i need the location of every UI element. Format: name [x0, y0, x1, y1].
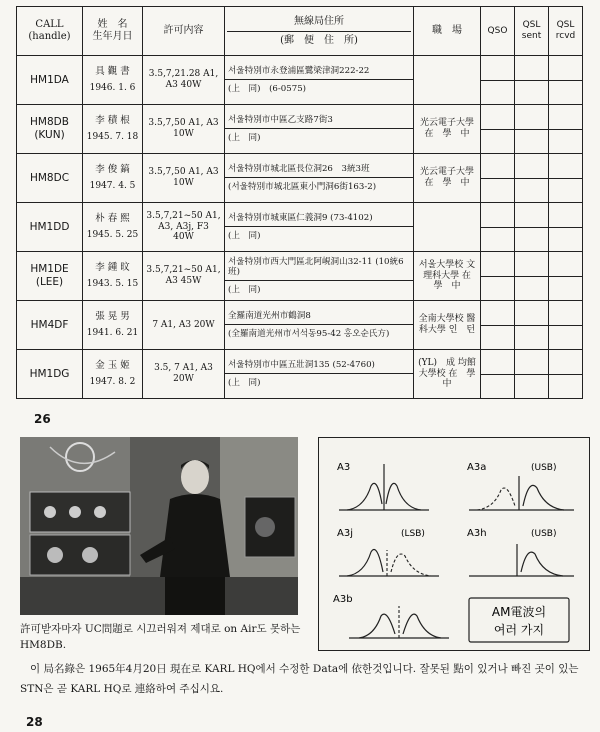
mail-address: (上 同): [228, 378, 261, 388]
qso-cell: [481, 154, 515, 203]
diag-label-a3b: A3b: [333, 594, 353, 605]
table-row: [17, 203, 583, 252]
diag-label-a3: A3: [337, 462, 351, 473]
am-modes-diagram: [318, 437, 590, 651]
call-sign: HM1DG: [29, 367, 70, 380]
name-cell: [83, 252, 143, 301]
operator-photo-illustration: [20, 437, 298, 615]
qsl-rcvd-cell: [549, 56, 583, 105]
station-address: 서울特別市永登浦區鷺梁津洞222-22: [225, 62, 413, 80]
handle: (KUN): [34, 129, 65, 141]
permit-cell: 3.5, 7 A1, A3 20W: [143, 350, 225, 399]
name-cell: [83, 105, 143, 154]
name-cell: [83, 203, 143, 252]
qso-cell: [481, 301, 515, 350]
page-number-top: 26: [34, 412, 51, 426]
name-cell: [83, 56, 143, 105]
job-cell: 全南大學校 醫科大學 인 턴: [414, 301, 481, 350]
birth-date: 1946. 1. 6: [89, 83, 136, 94]
qso-cell: [481, 105, 515, 154]
station-address: 서울特別市城東區仁義洞9 (73-4102): [225, 209, 413, 227]
qsl-rcvd-cell: [549, 301, 583, 350]
page-number-bottom: 28: [26, 715, 43, 729]
permit-cell: 7 A1, A3 20W: [143, 301, 225, 350]
mail-address: (上 同): [228, 133, 261, 143]
birth-date: 1945. 7. 18: [86, 132, 139, 143]
job-cell: (YL) 成 均館大學校 在 學 中: [414, 350, 481, 399]
birth-date: 1943. 5. 15: [86, 279, 139, 290]
qsl-rcvd-cell: [549, 203, 583, 252]
table-row: [17, 154, 583, 203]
call-cell: [17, 56, 83, 105]
qso-cell: [481, 56, 515, 105]
station-address: 서울特別市西大門區北阿峴洞山32-11 (10統6班): [225, 253, 413, 282]
name-cell: [83, 301, 143, 350]
diag-label-a3a-usb: (USB): [531, 463, 557, 473]
address-cell: [225, 350, 414, 399]
birth-date: 1947. 8. 2: [89, 377, 136, 388]
birth-date: 1941. 6. 21: [86, 328, 139, 339]
header-mail-label: (郵 便 住 所): [280, 34, 358, 46]
table-row: [17, 350, 583, 399]
call-cell: [17, 105, 83, 154]
table-row: [17, 301, 583, 350]
job-cell: 서울大學校 文理科大學 在 學 中: [414, 252, 481, 301]
call-sign: HM8DB: [30, 116, 69, 129]
qsl-sent-cell: [515, 350, 549, 399]
call-cell: [17, 350, 83, 399]
station-photo: [20, 437, 298, 615]
photo-caption: 許可받자마자 UC問題로 시끄러워져 제대로 on Air도 못하는 HM8DB.: [20, 623, 301, 652]
footer-note: 이 局名錄은 1965年4月20日 現在로 KARL HQ에서 수정한 Data에 依한것입니다. 잘못된 點이 있거나 빠진 곳이 있는 STN은 곧 KARL HQ로 連絡하여 주십시요.: [20, 663, 579, 695]
qsl-sent-cell: [515, 154, 549, 203]
permit-cell: 3.5,7,21.28 A1, A3 40W: [143, 56, 225, 105]
qso-cell: [481, 252, 515, 301]
mail-address: (서울特別市城北區東小門洞6街163-2): [228, 182, 377, 192]
permit-cell: 3.5,7,21~50 A1, A3 45W: [143, 252, 225, 301]
job-cell: 光云電子大學 在 學 中: [414, 105, 481, 154]
permit-cell: 3.5,7,50 A1, A3 10W: [143, 154, 225, 203]
mail-address: (上 同): [228, 231, 261, 241]
job-cell: [414, 56, 481, 105]
name-cell: [83, 154, 143, 203]
operator-name: 金 玉 姬: [95, 359, 130, 371]
address-cell: [225, 154, 414, 203]
mail-address: (全羅南道光州市서석동95-42 홍오순氏方): [228, 329, 390, 339]
diag-title-line1: AM電波의: [491, 605, 547, 619]
header-qsl-sent: QSL sent: [515, 7, 549, 56]
am-waveforms: [319, 438, 589, 650]
birth-date: 1945. 5. 25: [86, 230, 139, 241]
header-handle-label: (handle): [28, 31, 71, 42]
address-cell: [225, 203, 414, 252]
diag-label-a3h-usb: (USB): [531, 529, 557, 539]
header-call-label: CALL: [35, 19, 64, 30]
header-call: [17, 7, 83, 56]
qsl-rcvd-cell: [549, 252, 583, 301]
call-cell: [17, 301, 83, 350]
operator-name: 李 俊 鎬: [95, 163, 130, 175]
table-row: [17, 252, 583, 301]
permit-cell: 3.5,7,21~50 A1, A3, A3j, F3 40W: [143, 203, 225, 252]
station-address: 서울特別市中區五壯洞135 (52-4760): [225, 356, 413, 374]
qsl-sent-cell: [515, 252, 549, 301]
job-cell: 光云電子大學 在 學 中: [414, 154, 481, 203]
table-row: [17, 105, 583, 154]
station-address: 全羅南道光州市鶴洞8: [225, 307, 413, 325]
operator-name: 具 觀 書: [95, 65, 130, 77]
birth-date: 1947. 4. 5: [89, 181, 136, 192]
operator-name: 李 積 根: [95, 114, 130, 126]
qsl-rcvd-cell: [549, 350, 583, 399]
diag-label-a3j-lsb: (LSB): [401, 529, 425, 539]
call-cell: [17, 154, 83, 203]
header-qso: QSO: [481, 7, 515, 56]
station-address: 서울特別市城北區長位洞26 3統3班: [225, 160, 413, 178]
operator-name: 張 晃 男: [95, 310, 130, 322]
address-cell: [225, 105, 414, 154]
table-row: [17, 56, 583, 105]
mail-address: (上 同) (6-0575): [228, 84, 307, 94]
header-job: 職 場: [414, 7, 481, 56]
header-permit: 許可内容: [143, 7, 225, 56]
call-sign: HM8DC: [29, 171, 70, 184]
qso-cell: [481, 203, 515, 252]
station-address: 서울特別市中區乙支路7街3: [225, 111, 413, 129]
call-sign: HM1DD: [29, 220, 70, 233]
header-address-label: 無線局住所: [227, 16, 411, 32]
header-row: [17, 7, 583, 56]
header-name-label: 姓 名: [97, 19, 128, 30]
diag-title-line2: 여러 가지: [493, 623, 545, 637]
header-name: [83, 7, 143, 56]
diag-label-a3j: A3j: [337, 528, 353, 539]
operator-name: 朴 春 熙: [95, 212, 130, 224]
header-birth-label: 生年月日: [92, 31, 133, 42]
call-sign: HM1DA: [30, 73, 69, 86]
call-sign: HM1DE: [30, 263, 69, 276]
job-cell: [414, 203, 481, 252]
permit-cell: 3.5,7,50 A1, A3 10W: [143, 105, 225, 154]
qso-cell: [481, 350, 515, 399]
diag-label-a3a: A3a: [467, 462, 487, 473]
operator-name: 李 鍾 旼: [95, 261, 130, 273]
diag-label-a3h: A3h: [467, 528, 487, 539]
address-cell: [225, 301, 414, 350]
qsl-sent-cell: [515, 301, 549, 350]
header-qsl-rcvd: QSL rcvd: [549, 7, 583, 56]
call-sign: HM4DF: [30, 318, 69, 331]
call-cell: [17, 252, 83, 301]
handle: (LEE): [35, 276, 64, 288]
name-cell: [83, 350, 143, 399]
qsl-rcvd-cell: [549, 154, 583, 203]
station-register-table: [16, 6, 583, 399]
mail-address: (上 同): [228, 285, 261, 296]
address-cell: [225, 252, 414, 301]
qsl-sent-cell: [515, 203, 549, 252]
address-cell: [225, 56, 414, 105]
qsl-rcvd-cell: [549, 105, 583, 154]
qsl-sent-cell: [515, 56, 549, 105]
call-cell: [17, 203, 83, 252]
header-address: [225, 7, 414, 56]
qsl-sent-cell: [515, 105, 549, 154]
